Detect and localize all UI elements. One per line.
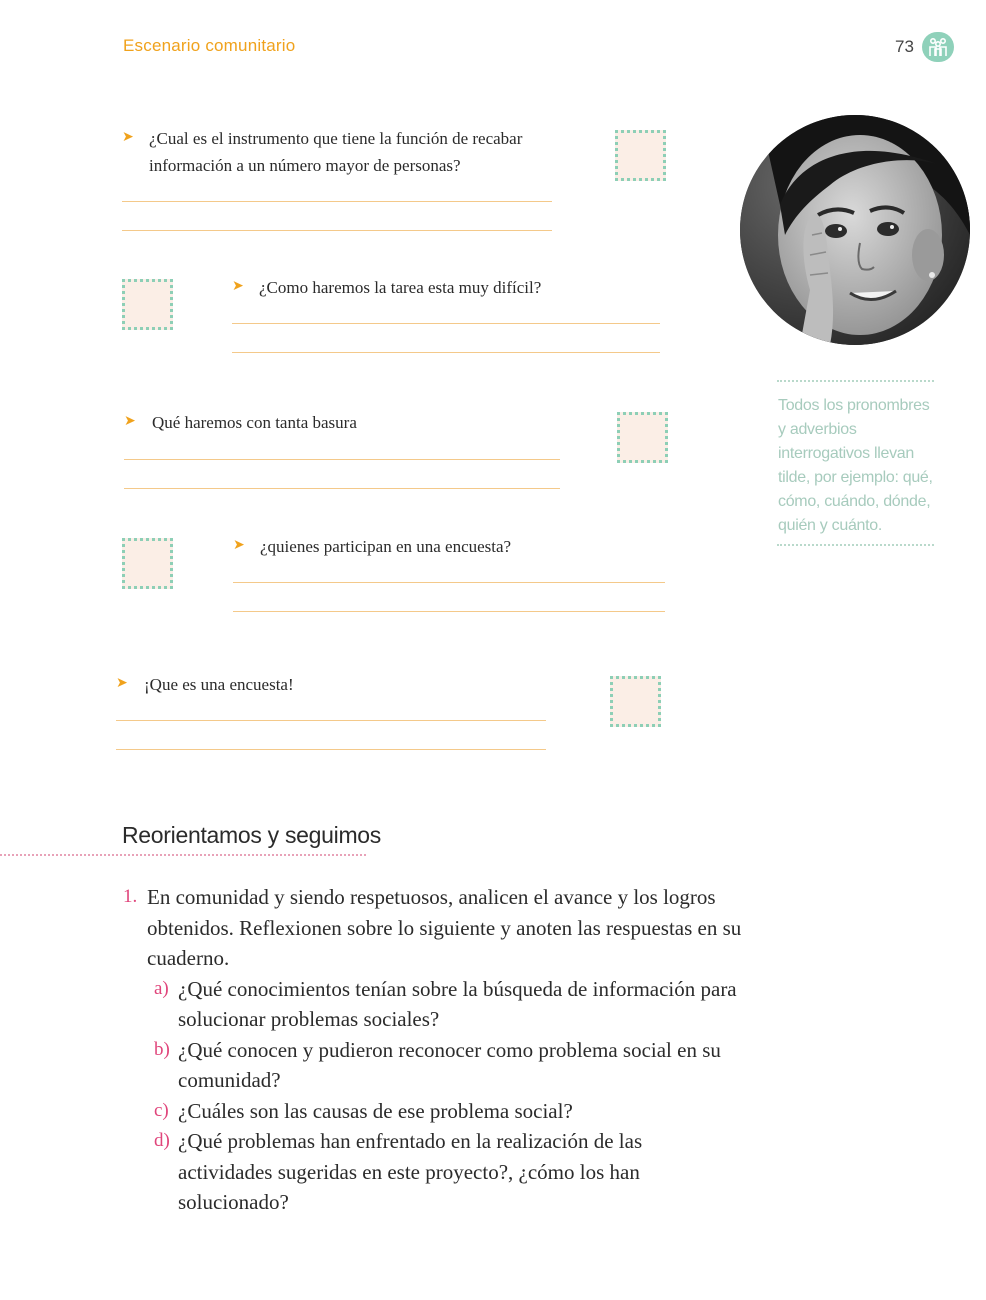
bullet-arrow-icon: ➤ [122, 129, 134, 145]
list-item [120, 1126, 698, 1218]
section-header-title: Escenario comunitario [123, 36, 296, 55]
item-text: ¿Qué conocimientos tenían sobre la búsqueda de información para solucionar problemas sociales? [178, 976, 737, 1031]
page-number: 73 [895, 37, 914, 56]
item-letter: a) [154, 977, 169, 999]
item-letter: c) [154, 1099, 169, 1121]
item-letter: d) [154, 1130, 170, 1151]
sticker-placeholder [122, 538, 173, 589]
bullet-arrow-icon: ➤ [116, 675, 128, 691]
answer-line[interactable] [122, 230, 552, 231]
item-letter: b) [154, 1038, 170, 1060]
question-2-text: ¿Como haremos la tarea esta muy difícil? [259, 278, 542, 297]
question-1 [122, 125, 562, 179]
answer-line[interactable] [232, 352, 660, 353]
activity-1 [120, 882, 760, 1218]
question-4-text: ¿quienes participan en una encuesta? [260, 537, 512, 556]
question-5 [116, 671, 556, 698]
sticker-placeholder [122, 279, 173, 330]
sticker-placeholder [610, 676, 661, 727]
section-divider [0, 854, 366, 856]
item-text: ¿Qué conocen y pudieron reconocer como problema social en su comunidad? [178, 1037, 721, 1092]
answer-line[interactable] [124, 488, 560, 489]
bullet-arrow-icon: ➤ [233, 537, 245, 553]
activity-instructions: En comunidad y siendo respetuosos, analicen el avance y los logros obtenidos. Reflexionen sobre lo siguiente y anoten las respuestas en su cuaderno. [147, 885, 742, 970]
answer-line[interactable] [116, 749, 546, 750]
list-item [120, 974, 760, 1035]
question-5-text: ¡Que es una encuesta! [144, 675, 294, 694]
girl-whispering-photo [740, 115, 970, 345]
question-1-text: ¿Cual es el instrumento que tiene la función de recabar información a un número mayor de personas? [149, 129, 523, 175]
community-people-icon [922, 32, 954, 62]
answer-line[interactable] [233, 611, 665, 612]
question-3 [124, 409, 564, 436]
answer-line[interactable] [116, 720, 546, 721]
sticker-placeholder [617, 412, 668, 463]
section-title: Reorientamos y seguimos [122, 822, 381, 848]
bullet-arrow-icon: ➤ [232, 278, 244, 294]
answer-line[interactable] [233, 582, 665, 583]
answer-line[interactable] [232, 323, 660, 324]
list-item [120, 1035, 760, 1096]
list-item [120, 1096, 760, 1127]
bullet-arrow-icon: ➤ [124, 413, 136, 429]
item-text: ¿Qué problemas han enfrentado en la realización de las actividades sugeridas en este proyecto?, ¿cómo los han solucionado? [178, 1129, 643, 1214]
answer-line[interactable] [122, 201, 552, 202]
answer-line[interactable] [124, 459, 560, 460]
question-4 [233, 533, 673, 560]
grammar-tip-note: Todos los pronombres y adverbios interrogativos llevan tilde, por ejemplo: qué, cómo, cuándo, dónde, quién y cuánto. [777, 380, 934, 546]
item-text: ¿Cuáles son las causas de ese problema social? [178, 1098, 573, 1123]
question-3-text: Qué haremos con tanta basura [152, 413, 357, 432]
activity-number: 1. [123, 886, 138, 907]
question-2 [232, 274, 672, 301]
sticker-placeholder [615, 130, 666, 181]
